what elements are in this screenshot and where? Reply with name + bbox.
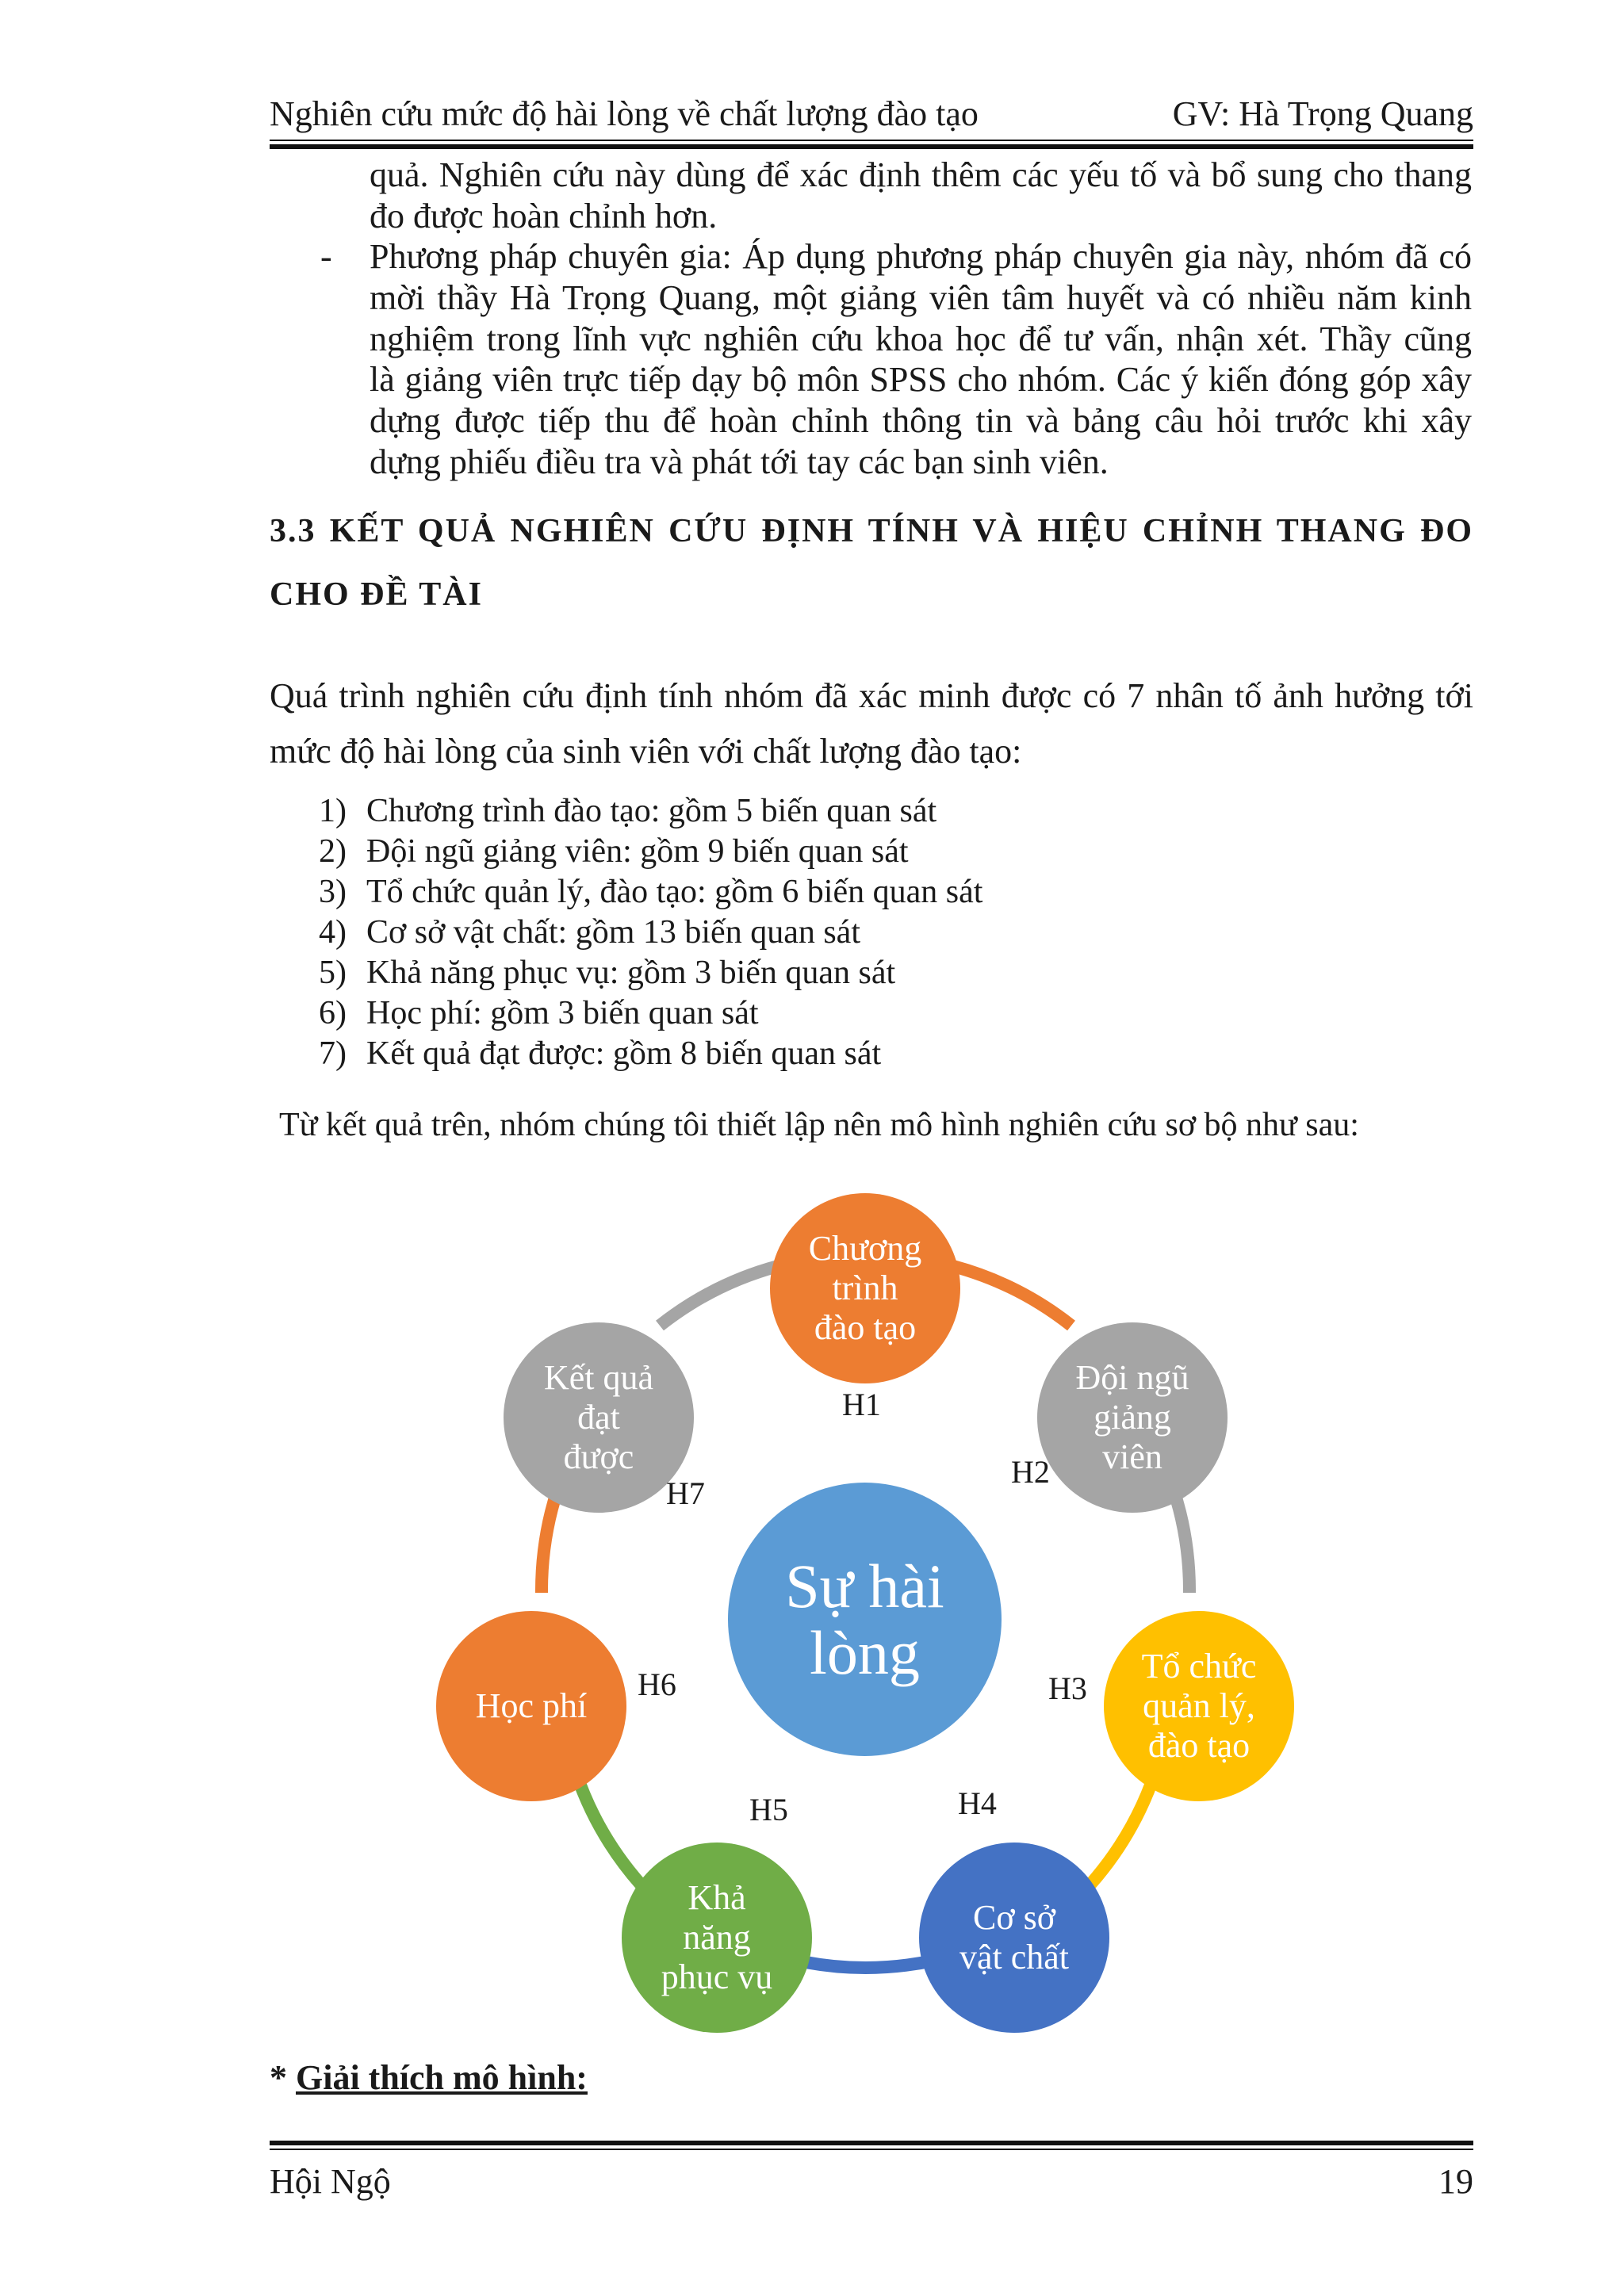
hypothesis-label-h1: H1	[842, 1387, 881, 1422]
bullet-dash: -	[320, 237, 332, 276]
hypothesis-label-h2: H2	[1011, 1454, 1050, 1490]
arc-h4	[798, 1961, 933, 1968]
expert-line-4: là giảng viên trực tiếp dạy bộ môn SPSS cho nhóm. Các ý kiến đóng góp xây	[370, 360, 1472, 399]
factor-item-4: 4) Cơ sở vật chất: gồm 13 biến quan sát	[319, 914, 860, 951]
model-explanation-label: * Giải thích mô hình:	[270, 2058, 588, 2097]
page-number: 19	[1438, 2162, 1473, 2201]
expert-line-1: Phương pháp chuyên gia: Áp dụng phương pháp chuyên gia này, nhóm đã có	[370, 237, 1472, 276]
hypothesis-label-h4: H4	[958, 1785, 997, 1821]
intro-cont-line-1: quả. Nghiên cứu này dùng để xác định thêm các yếu tố và bổ sung cho thang	[370, 155, 1472, 194]
arc-h5	[576, 1772, 641, 1885]
factor-item-7: 7) Kết quả đạt được: gồm 8 biến quan sát	[319, 1035, 882, 1072]
node-facilities: Cơ sở vật chất	[919, 1843, 1109, 2033]
expert-line-5: dựng được tiếp thu để hoàn chỉnh thông tin và bảng câu hỏi trước khi xây	[370, 401, 1472, 440]
factor-item-5: 5) Khả năng phục vụ: gồm 3 biến quan sát	[319, 955, 896, 991]
expert-line-2: mời thầy Hà Trọng Quang, một giảng viên tâm huyết và có nhiều năm kinh	[370, 278, 1472, 317]
section-para-line-2: mức độ hài lòng của sinh viên với chất lượng đào tạo:	[270, 732, 1022, 771]
expert-line-3: nghiệm trong lĩnh vực nghiên cứu khoa học để tư vấn, nhận xét. Thầy cũng	[370, 320, 1472, 358]
research-model-diagram	[349, 1158, 1380, 2053]
arc-h1	[953, 1266, 1071, 1326]
center-satisfaction-circle: Sự hài lòng	[728, 1483, 1002, 1756]
footer-author: Hội Ngộ	[270, 2162, 391, 2201]
model-intro: Từ kết quả trên, nhóm chúng tôi thiết lập nên mô hình nghiên cứu sơ bộ như sau:	[279, 1107, 1359, 1143]
hypothesis-label-h3: H3	[1048, 1670, 1087, 1706]
header-rule-thin	[270, 140, 1473, 141]
node-lecturers: Đội ngũ giảng viên	[1037, 1322, 1228, 1513]
factor-item-2: 2) Đội ngũ giảng viên: gồm 9 biến quan sát	[319, 833, 909, 870]
factor-item-6: 6) Học phí: gồm 3 biến quan sát	[319, 995, 759, 1031]
arc-h3	[1090, 1772, 1155, 1885]
section-para-line-1: Quá trình nghiên cứu định tính nhóm đã xác minh được có 7 nhân tố ảnh hưởng tới	[270, 676, 1473, 715]
factor-item-1: 1) Chương trình đào tạo: gồm 5 biến quan sát	[319, 793, 937, 829]
factor-item-3: 3) Tổ chức quản lý, đào tạo: gồm 6 biến quan sát	[319, 874, 983, 910]
intro-cont-line-2: đo được hoàn chỉnh hơn.	[370, 197, 718, 235]
header-title: Nghiên cứu mức độ hài lòng về chất lượng đào tạo	[270, 94, 979, 133]
header-rule-thick	[270, 144, 1473, 149]
header-instructor: GV: Hà Trọng Quang	[1172, 94, 1473, 133]
hypothesis-label-h7: H7	[666, 1475, 705, 1511]
hypothesis-label-h6: H6	[638, 1667, 676, 1702]
node-service-capability: Khả năng phục vụ	[622, 1843, 812, 2033]
footer-rule-thin	[270, 2149, 1473, 2150]
footer-rule-thick	[270, 2141, 1473, 2145]
node-management: Tổ chức quản lý, đào tạo	[1104, 1611, 1294, 1801]
arc-h7	[660, 1266, 778, 1326]
section-heading-line-1: 3.3 KẾT QUẢ NGHIÊN CỨU ĐỊNH TÍNH VÀ HIỆU CHỈNH THANG ĐO	[270, 513, 1473, 549]
node-training-program: Chương trình đào tạo	[770, 1193, 960, 1383]
hypothesis-label-h5: H5	[749, 1792, 788, 1827]
node-tuition: Học phí	[436, 1611, 626, 1801]
section-heading-line-2: CHO ĐỀ TÀI	[270, 576, 483, 613]
expert-line-6: dựng phiếu điều tra và phát tới tay các bạn sinh viên.	[370, 442, 1109, 481]
node-outcomes: Kết quả đạt được	[504, 1322, 694, 1513]
